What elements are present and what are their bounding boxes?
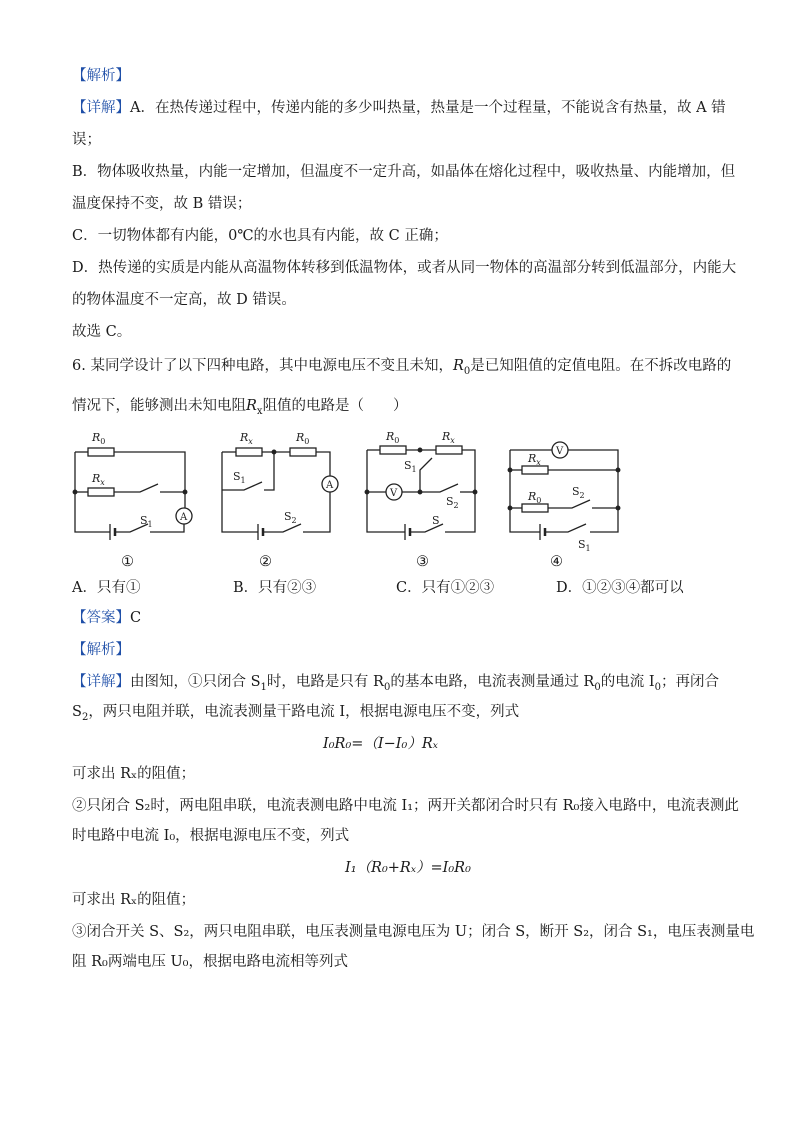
svg-text:R0: $R_0$ (92, 431, 106, 446)
question-6-line-1: 6. 某同学设计了以下四种电路，其中电源电压不变且未知，$R_0$是已知阻值的定值电阻。在不拆改电路的 (72, 358, 732, 377)
answer-tag: 【答案】 (72, 610, 130, 626)
circuit-1 (73, 448, 192, 540)
svg-text:A: A (180, 512, 188, 523)
option-d: D．①②③④都可以 (556, 580, 684, 596)
svg-text:Rx: $R_x$ (240, 431, 253, 446)
svg-text:S2: $S_2$ (446, 495, 459, 510)
svg-text:S1: $S_1$ (140, 514, 153, 529)
circuit-diagrams (0, 420, 794, 570)
analysis-tag-2: 【解析】 (72, 642, 130, 658)
circuit-caption-4: ④ (550, 554, 563, 570)
analysis-line-7: ③闭合开关 S、S₂，两只电阻串联，电压表测量电源电压为 U；闭合 S，断开 S₂，闭合 S₁，电压表测量电 (72, 924, 755, 940)
analysis-line-8: 阻 R₀两端电压 U₀，根据电路电流相等列式 (72, 954, 348, 970)
analysis-line-3: 可求出 Rₓ的阻值； (72, 766, 196, 782)
svg-text:S1: $S_1$ (233, 470, 246, 485)
detail-tag-1: 【详解】 (72, 100, 130, 116)
detail-line-4: 温度保持不变，故 B 错误； (72, 196, 252, 212)
detail-tag-2: 【详解】 (72, 674, 130, 690)
option-c: C．只有①②③ (396, 580, 495, 596)
svg-text:V: V (390, 488, 398, 499)
detail-line-5: C．一切物体都有内能，0℃的水也具有内能，故 C 正确； (72, 228, 448, 244)
detail-line-7: 的物体温度不一定高，故 D 错误。 (72, 292, 296, 308)
analysis-tag-1: 【解析】 (72, 68, 130, 84)
svg-text:R0: $R_0$ (528, 490, 542, 505)
analysis-line-5: 时电路中电流 I₀，根据电源电压不变，列式 (72, 828, 350, 844)
circuit-4 (508, 442, 620, 540)
answer-value: C (130, 610, 142, 626)
option-a: A．只有① (72, 580, 141, 596)
svg-text:S1: $S_1$ (578, 538, 591, 553)
svg-text:Rx: $R_x$ (92, 472, 105, 487)
circuit-caption-3: ③ (416, 554, 429, 570)
svg-text:V: V (556, 446, 564, 457)
detail-line-1: 【详解】A．在热传递过程中，传递内能的多少叫热量，热量是一个过程量，不能说含有热量，故 A 错 (72, 100, 726, 116)
svg-text:R0: $R_0$ (386, 430, 400, 445)
answer-line (72, 608, 141, 628)
equation-2: I₁（R₀+Rₓ）=I₀R₀ (345, 860, 471, 876)
detail-line-8: 故选 C。 (72, 324, 132, 340)
analysis-line-4: ②只闭合 S₂时，两电阻串联，电流表测电路中电流 I₁；两开关都闭合时只有 R₀接入电路中，电流表测此 (72, 798, 739, 814)
svg-text:S: S (432, 514, 440, 527)
equation-1: I₀R₀=（I−I₀）Rₓ (323, 736, 438, 752)
svg-text:Rx: $R_x$ (528, 452, 541, 467)
analysis-line-2: $S_2$，两只电阻并联，电流表测量干路电流 I，根据电源电压不变，列式 (72, 704, 520, 723)
option-b: B．只有②③ (233, 580, 317, 596)
svg-text:R0: $R_0$ (296, 431, 310, 446)
svg-text:S2: $S_2$ (572, 485, 585, 500)
detail-line-6: D．热传递的实质是内能从高温物体转移到低温物体，或者从同一物体的高温部分转到低温部分，内能大 (72, 260, 737, 276)
circuit-caption-2: ② (259, 554, 272, 570)
detail-line-3: B．物体吸收热量，内能一定增加，但温度不一定升高，如晶体在熔化过程中，吸收热量、内能增加，但 (72, 164, 736, 180)
circuit-2 (222, 448, 338, 540)
svg-text:S1: $S_1$ (404, 459, 417, 474)
circuit-3 (365, 446, 477, 540)
svg-text:Rx: $R_x$ (442, 430, 455, 445)
question-6-line-2: 情况下，能够测出未知电阻$R_x$阻值的电路是（ ） (72, 398, 408, 417)
detail-line-2: 误； (72, 132, 101, 148)
analysis-line-6: 可求出 Rₓ的阻值； (72, 892, 196, 908)
svg-text:S2: $S_2$ (284, 510, 297, 525)
circuit-caption-1: ① (121, 554, 134, 570)
svg-text:A: A (326, 480, 334, 491)
analysis-line-1: 【详解】由图知，①只闭合 $S_1$时，电路是只有 $R_0$的基本电路，电流表测量通过 $R_0$的电流 $I_0$；再闭合 (72, 674, 719, 693)
